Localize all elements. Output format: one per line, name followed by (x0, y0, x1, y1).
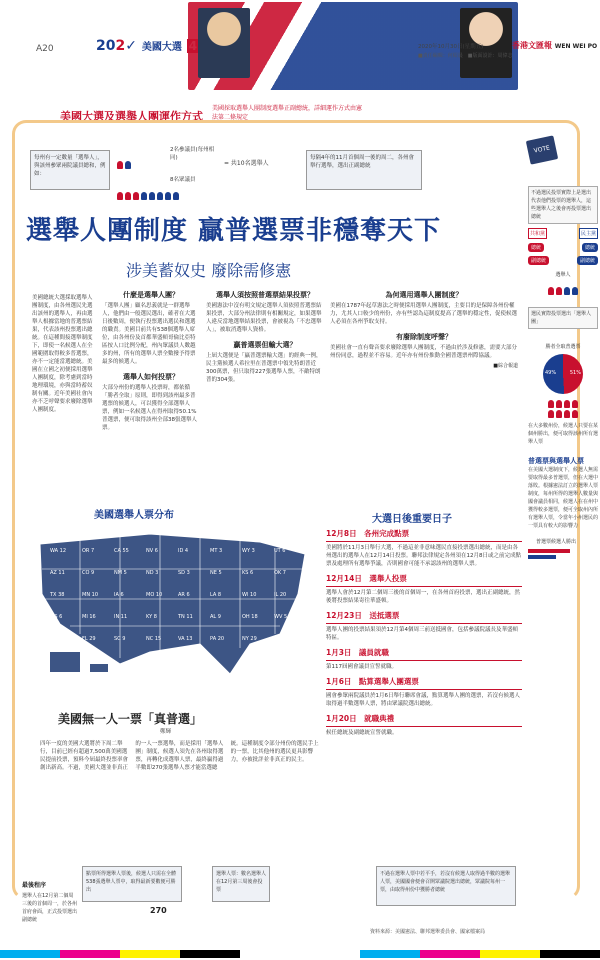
person-icon (149, 192, 155, 200)
pop-body: 在美國大選制度下，候選人無需要取得最多普選票，但在大選中落敗。根據憲法訂立的選舉人票制度，每州所得的選舉人數量與國會議員相同，候選人在在州中獲得較多選票，便可全取州內所有選舉人票，令當年小州選民的一票具有較大的影響力 (528, 467, 599, 529)
timeline (326, 526, 522, 740)
section-logo: 202✓ 美國大選 (96, 38, 199, 54)
color-registration-bar (0, 950, 600, 958)
state-label: WV 5 (274, 614, 288, 620)
state-label: AL 9 (210, 614, 221, 620)
timeline-date: 1月3日 議員就職 (326, 645, 522, 661)
state-label: MN 10 (82, 592, 99, 598)
timeline-date: 12月14日 選舉人投票 (326, 571, 522, 587)
article-col-3 (330, 290, 518, 369)
electors-icons (528, 280, 598, 299)
state-label: UT 6 (274, 548, 286, 554)
usa-map-svg (30, 524, 320, 684)
state-label: NM 5 (114, 570, 127, 576)
timeline-item (326, 608, 522, 642)
person-icon (548, 410, 554, 418)
vote-pie (543, 354, 583, 394)
state-label: OH 18 (242, 614, 258, 620)
state-label: NE 5 (210, 570, 222, 576)
person-icon (556, 410, 562, 418)
editors: ■責任編輯：何紹晨 ■版面設計：周偉志 (418, 53, 513, 59)
timeline-date: 12月23日 送抵選票 (326, 608, 522, 624)
timeline-item (326, 571, 522, 605)
final-label: 最後程序 (22, 882, 47, 889)
intro-text: 美國總統大選採取選舉人團制度，由各州選民先選出該州的選舉人，再由選舉人根據當地的普選票結果，代表該州投票選出總統。在這種間接選舉制度下，即使一名候選人在全國範圍取得較多普選票，亦不一定能當選總統。美國在立國之初便採用選舉人團制度，除考慮到當時地理環境，亦與當時蓄奴制有關。近年美國社會內亦不乏呼聲要求廢除選舉人團制度。 (32, 295, 93, 413)
bottom-box-2: 選舉人票：數名選舉人在12月第三周後會投票 (212, 866, 270, 902)
bottom-box-3: 不過在選舉人票中若平手，若沒有候選人取得過半數的選舉人票，美國國會便會召開眾議院選出總統，眾議院每州一票，由取得州份中獲勝者總統 (376, 866, 516, 906)
bottom-num: 270 (150, 906, 167, 915)
section-body-2: 大部分州份的選舉人投票時，都依循「勝者全取」原則，即得到該州最多普選票的候選人，可以獲得全部選舉人票，例如一名候選人在得州取得50.1%普選票，便可取得該州全部38張選舉人票。 (102, 385, 197, 431)
section-title-2: 選舉人如何投票？ (123, 373, 179, 381)
state-label: IN 11 (114, 614, 128, 620)
state-label: WA 12 (50, 548, 67, 554)
state-label: AZ 11 (50, 570, 65, 576)
banner-desc: 美國採取選舉人團制度選舉正副總統，詳細運作方式由憲法第二條規定 (212, 105, 363, 121)
candidate-r-vp: 副總統 (528, 256, 549, 265)
state-label: ID 4 (178, 548, 189, 554)
state-label: ME 4 (274, 636, 287, 642)
count-house: 2名參議員(每州相同) (170, 147, 215, 161)
person-icon (141, 192, 147, 200)
person-icon (564, 410, 570, 418)
count-senate: 8名眾議員 (170, 177, 196, 183)
state-label: NC 15 (146, 636, 162, 642)
person-icon (165, 192, 171, 200)
person-icon (117, 161, 123, 169)
bars-chart (528, 549, 598, 559)
timeline-source: 資料來源：美國憲法、聯邦選舉委員會、國家檔案局 (370, 929, 486, 935)
timeline-date: 12月8日 各州完成點票 (326, 526, 522, 542)
pct-d: 51% (569, 370, 581, 376)
timeline-date: 1月6日 點算選舉人團選票 (326, 674, 522, 690)
usa-map (30, 524, 320, 684)
state-label: GA 16 (50, 636, 66, 642)
alaska-shape (50, 652, 80, 672)
state-label: IA 6 (114, 592, 124, 598)
map-title: 美國選舉人票分布 (94, 510, 174, 521)
section-body-3: 美國憲法中沒有明文規定選舉人須依照普選票結果投票，大部分州法律則有相關規定，如果選舉人違反當地選舉結果投票，會被視為「不忠選舉人」，被取消選舉人資格。 (206, 303, 322, 333)
state-label: AR 6 (178, 592, 190, 598)
state-label: MO 10 (146, 592, 163, 598)
sidebar-result: 選民實際投票選出「選舉人團」 (528, 307, 598, 329)
equals-ten: = 共10名選舉人 (224, 160, 269, 167)
timeline-body: 國會參眾兩院議員於1月6日舉行聯席會議，點算選舉人團的選票，若沒有候選人取得過半數選舉人票，將由眾議院選出總統。 (326, 693, 521, 707)
vote-icon: VOTE (526, 135, 558, 164)
timeline-body: 選舉人會於12月第二個周三後的首個周一，在各州首府投票，選出正副總統，然後將投票結果寄往華盛頓。 (326, 590, 521, 604)
person-icon (125, 192, 131, 200)
column-author: 鄭輝 (160, 729, 172, 735)
candidate-d-president: 總統 (582, 243, 598, 252)
timeline-date: 1月20日 就職典禮 (326, 711, 522, 727)
person-icon (564, 400, 570, 408)
electors-label: 選舉人 (555, 272, 571, 278)
section-body-1: 「選舉人團」顧名思義就是一群選舉人，他們由一般選民選出，確者在大選日後數周，便執行投票選出選民和選選的職責。美國目前共有538個選舉人席位，由各州份及首都華盛頓哥倫比亞特區按人口比例分配，州內眾議員人數越多的州，所有的選舉人票全數撥予得票最多的候選人。 (102, 303, 196, 365)
state-label: ND 3 (146, 570, 159, 576)
state-label: SC 9 (114, 636, 126, 642)
column-title: 美國無一人一票「真普選」 (58, 712, 203, 726)
person-icon (572, 400, 578, 408)
state-label: VA 13 (178, 636, 193, 642)
state-label: TX 38 (50, 592, 65, 598)
state-label: CO 9 (82, 570, 95, 576)
timeline-body: 候任總統及副總統宣誓就職。 (326, 730, 398, 736)
pie-label: 勝者全取普選票 (545, 344, 581, 350)
sub-headline: 涉美蓄奴史 廢除需修憲 (126, 261, 292, 280)
flow-box-1: 每州有一定數量「選舉人」，與該州參眾兩院議員總和，例如： (30, 150, 110, 190)
state-label: KS 6 (242, 570, 254, 576)
section-body-6: 美國社會一直有聲音要求廢除選舉人團制度，不過由於涉及修憲，需要大部分州份同意，過程並不容易。近年亦有州份推動全國普選票州際協議。 (330, 345, 518, 359)
section-title-3: 選舉人須按照普選票結果投票？ (216, 291, 314, 299)
timeline-item (326, 711, 522, 737)
person-icon (556, 400, 562, 408)
state-label: NV 6 (146, 548, 158, 554)
bottom-box-1: 點票所得選舉人票後，候選人只需在全體538張選舉人票中，取得最新要數便可勝出 (82, 866, 182, 902)
paper-name: 香港文匯報 (512, 41, 552, 50)
page-number: A20 (36, 44, 54, 54)
state-label: WY 3 (242, 548, 255, 554)
state-label: CA 55 (114, 548, 129, 554)
article-col-1 (102, 290, 200, 432)
state-label: FL 29 (82, 636, 96, 642)
person-icon (556, 287, 562, 295)
trump-photo (198, 8, 250, 78)
electors-grid (528, 398, 598, 418)
state-label: WI 10 (242, 592, 257, 598)
source-small: ■綜合報道 (493, 363, 518, 369)
section-title-5: 為何選用選舉人團制度？ (385, 291, 463, 299)
state-label: OR 7 (82, 548, 95, 554)
article-col-2 (206, 290, 324, 384)
sidebar-legend: 普選票候選人勝出 (536, 539, 577, 545)
bar-d (528, 555, 556, 559)
banner-subtitle: 美國大選及選舉人團運作方式 (60, 110, 203, 123)
timeline-body: 美國將於11月3日舉行大選，不過這並非意味選民直接投票選出總統，而是由各州選出的選舉人在12月14日投票。聯邦法律規定各州須在12月8日或之前完成點票及處理所有選舉爭議，否則國會可能不承認該州的選舉人票。 (326, 545, 521, 567)
state-label: MT 3 (210, 548, 223, 554)
party-d-label: 民主黨 (579, 228, 598, 239)
timeline-title: 大選日後重要日子 (372, 514, 452, 525)
section-body-5: 美國在1787年起草憲法之時便採用選舉人團制度，主要目的是保障各州份權力，尤其人口較少的州份，亦有些認為這制度提高了選舉的穩定性，促使候選人必須在各州爭取支持。 (330, 303, 518, 325)
sidebar-intro: 不過選民投票實際上是選出代表他們投票的選舉人，這些選舉人之後會再投票選出總統 (528, 186, 598, 224)
state-label: LA 8 (210, 592, 222, 598)
state-label: SD 3 (178, 570, 190, 576)
section-body-4: 上屆大選便是「贏普選票輸大選」的經典一例，民主黨候選人希拉里在普選票中領先特朗普近300萬票，但只取得227張選舉人票，不敵特朗普的304張。 (206, 353, 322, 383)
section-title-1: 什麼是選舉人團？ (123, 291, 179, 299)
person-icon (572, 410, 578, 418)
hawaii-shape (90, 664, 108, 672)
state-label: MS 6 (50, 614, 63, 620)
person-icon (548, 400, 554, 408)
pct-r: 49% (545, 370, 557, 376)
state-label: PA 20 (210, 636, 225, 642)
sidebar (528, 186, 598, 559)
header-date: 2020年10月30日(星期五) (418, 44, 484, 50)
person-icon (548, 287, 554, 295)
state-label: HI 4 (82, 658, 93, 664)
person-icon (117, 192, 123, 200)
candidate-d-vp: 副總統 (577, 256, 598, 265)
state-label: IL 20 (274, 592, 287, 598)
state-label: OK 7 (274, 570, 286, 576)
sidebar-detail: 在大多數州份，候選人只要在某個州勝出，便可取得該州所有選舉人票 (528, 423, 599, 445)
timeline-item (326, 674, 522, 708)
section-title-6: 有廢除制度呼聲？ (396, 333, 452, 341)
timeline-item (326, 526, 522, 568)
person-icon (133, 192, 139, 200)
state-label: TN 11 (178, 614, 193, 620)
pop-title: 普選票與選舉人票 (528, 457, 584, 465)
flow-box-2: 每隔4年的11月首個周一後的周二，各州會舉行選舉，選出正副總統 (306, 150, 422, 190)
timeline-body: 第117屆國會議員宣誓就職。 (326, 664, 397, 670)
section-title-4: 贏普選票但輸大選？ (233, 341, 297, 349)
person-icon (157, 192, 163, 200)
state-label: KY 8 (146, 614, 157, 620)
person-icon (173, 192, 179, 200)
party-r-label: 共和黨 (528, 228, 547, 239)
person-icon (572, 287, 578, 295)
column-body: 四年一度的美國大選將於下周二舉行，目前已經有超過7,500萬美國選民提前投票，預料今屆最終投票率會創出新高。不過，美國大選並非真正的一人一票選舉，而是採用「選舉人團」制度，候選人須先在各州取得選票，再轉化成選舉人票，最終贏得過半數即270張選舉人票才能當選總統。這種制度令部分州份的選民手上的一票，比其他州的選民更具影響力，亦被批評並非真正的民主。 (40, 741, 319, 771)
state-label: NY 29 (242, 636, 257, 642)
final-body: 選舉人在12月第二個周三後的首個周一，於各州首府會面，正式投票選出副總統 (22, 893, 78, 923)
state-label: MI 16 (82, 614, 96, 620)
paper-name-en: WEN WEI PO (554, 43, 598, 50)
person-icon (564, 287, 570, 295)
timeline-body: 選舉人團的投票結果須於12月第4個周三前送抵國會，包括參議院議長及華盛頓特區。 (326, 627, 519, 641)
section-title: 美國大選 (141, 42, 182, 53)
bar-r (528, 549, 570, 553)
candidate-r-president: 總統 (528, 243, 544, 252)
timeline-item (326, 645, 522, 671)
main-headline: 選舉人團制度 贏普選票非穩奪天下 (26, 216, 442, 246)
person-icon (125, 161, 131, 169)
